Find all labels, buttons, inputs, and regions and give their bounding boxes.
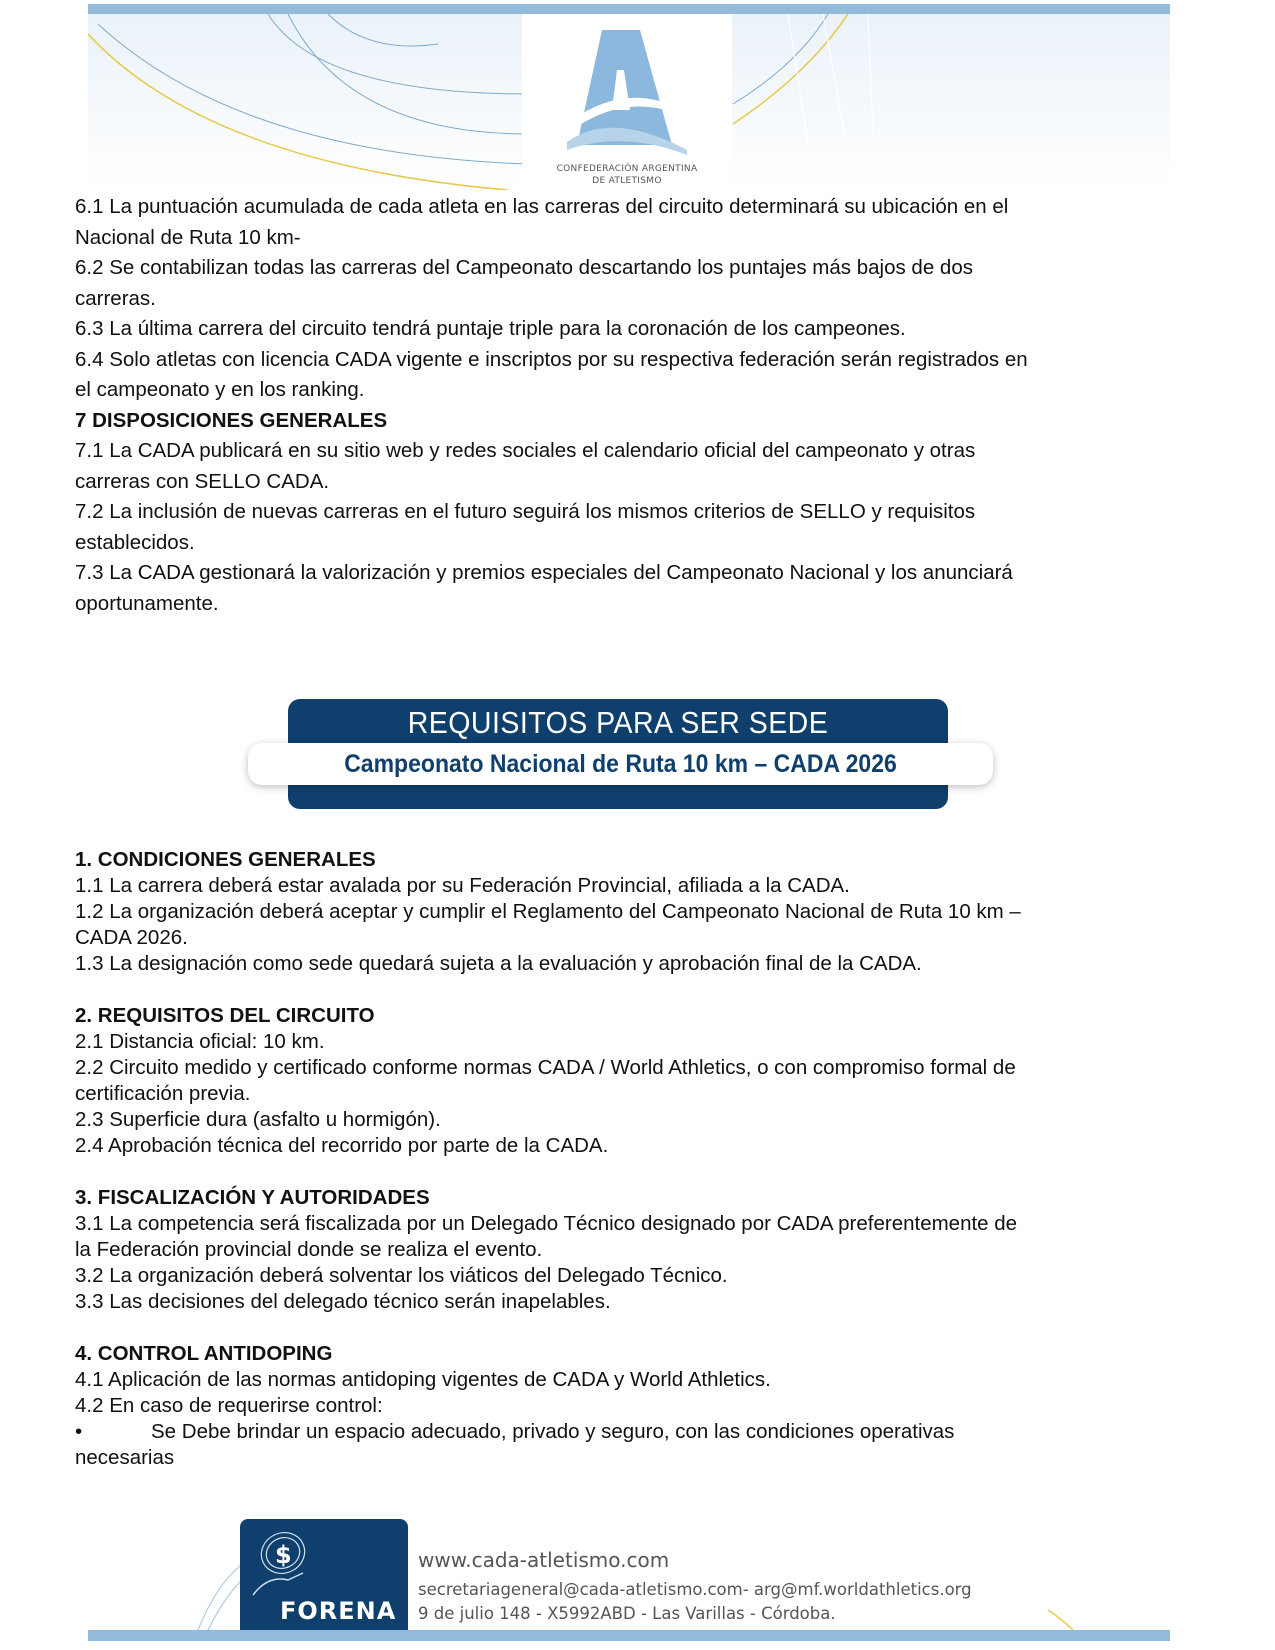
clause-6-1-line1: 6.1 La puntuación acumulada de cada atleta en las carreras del circuito determinará su ubicación en el (75, 195, 1009, 218)
section-3-heading: 3. FISCALIZACIÓN Y AUTORIDADES (75, 1186, 430, 1209)
req-1-3: 1.3 La designación como sede quedará sujeta a la evaluación y aprobación final de la CADA. (75, 952, 922, 975)
footer-bottom-bar (88, 1630, 1170, 1641)
clause-6-1-line2: Nacional de Ruta 10 km- (75, 225, 301, 249)
clause-7-2-line2: establecidos. (75, 530, 195, 554)
section-6-7 (75, 192, 1175, 619)
section-7-heading: 7 DISPOSICIONES GENERALES (75, 408, 388, 432)
section-4-heading: 4. CONTROL ANTIDOPING (75, 1342, 333, 1365)
req-2-2-line1: 2.2 Circuito medido y certificado conforme normas CADA / World Athletics, o con compromiso formal de (75, 1056, 1016, 1079)
req-4-2-bullet (75, 1419, 1175, 1445)
bullet-icon: • (75, 1420, 83, 1443)
section-1-heading: 1. CONDICIONES GENERALES (75, 848, 376, 871)
bullet-text-line1: Se Debe brindar un espacio adecuado, privado y seguro, con las condiciones operativas (151, 1420, 955, 1443)
clause-7-3-line2: oportunamente. (75, 591, 219, 615)
clause-6-3: 6.3 La última carrera del circuito tendrá puntaje triple para la coronación de los campeones. (75, 317, 906, 340)
bullet-text-line2: necesarias (75, 1446, 175, 1469)
req-3-2: 3.2 La organización deberá solventar los viáticos del Delegado Técnico. (75, 1264, 728, 1287)
forena-logo (240, 1519, 408, 1630)
req-4-1: 4.1 Aplicación de las normas antidoping vigentes de CADA y World Athletics. (75, 1368, 771, 1391)
req-1-2-line1: 1.2 La organización deberá aceptar y cumplir el Reglamento del Campeonato Nacional de Ruta 10 km – (75, 900, 1021, 923)
forena-brand: FORENA (280, 1597, 397, 1625)
req-3-1-line1: 3.1 La competencia será fiscalizada por un Delegado Técnico designado por CADA preferentemente de (75, 1212, 1018, 1235)
banner-subtitle: Campeonato Nacional de Ruta 10 km – CADA 2026 (344, 750, 897, 778)
cada-a-logo-icon (562, 30, 692, 160)
clause-6-4-line2: el campeonato y en los ranking. (75, 378, 365, 401)
requisitos-body (75, 847, 1175, 1471)
req-2-1: 2.1 Distancia oficial: 10 km. (75, 1030, 325, 1053)
requisitos-banner (240, 695, 1000, 815)
footer-contact (410, 1542, 1000, 1630)
logo-text-line2: DE ATLETISMO (592, 176, 662, 186)
footer-emails[interactable]: secretariageneral@cada-atletismo.com- arg@mf.worldathletics.org (418, 1580, 972, 1599)
clause-7-1-line1: 7.1 La CADA publicará en su sitio web y redes sociales el calendario oficial del campeonato y otras (75, 439, 976, 462)
footer-website[interactable]: www.cada-atletismo.com (418, 1548, 670, 1572)
req-4-2: 4.2 En caso de requerirse control: (75, 1394, 383, 1417)
banner-title: REQUISITOS PARA SER SEDE (407, 705, 829, 740)
footer-address: 9 de julio 148 - X5992ABD - Las Varillas - Córdoba. (418, 1604, 836, 1623)
req-1-2-line2: CADA 2026. (75, 926, 188, 949)
section-2-heading: 2. REQUISITOS DEL CIRCUITO (75, 1004, 375, 1027)
dollar-hand-icon (248, 1525, 328, 1605)
req-2-4: 2.4 Aprobación técnica del recorrido por parte de la CADA. (75, 1134, 609, 1157)
clause-7-1-line2: carreras con SELLO CADA. (75, 469, 330, 493)
req-2-2-line2: certificación previa. (75, 1082, 251, 1105)
clause-7-3-line1: 7.3 La CADA gestionará la valorización y premios especiales del Campeonato Nacional y los anunciará (75, 561, 1013, 584)
clause-6-4-line1: 6.4 Solo atletas con licencia CADA vigente e inscriptos por su respectiva federación serán registrados en (75, 347, 1028, 371)
cada-logo (522, 14, 732, 190)
svg-text:$: $ (275, 1541, 292, 1569)
req-1-1: 1.1 La carrera deberá estar avalada por su Federación Provincial, afiliada a la CADA. (75, 874, 850, 897)
req-2-3: 2.3 Superficie dura (asfalto u hormigón). (75, 1108, 441, 1131)
header-top-bar (88, 4, 1170, 14)
clause-6-2-line1: 6.2 Se contabilizan todas las carreras del Campeonato descartando los puntajes más bajos de dos (75, 256, 973, 279)
req-3-1-line2: la Federación provincial donde se realiza el evento. (75, 1238, 543, 1261)
clause-6-2-line2: carreras. (75, 286, 156, 310)
logo-text-line1: CONFEDERACIÓN ARGENTINA (556, 164, 698, 174)
clause-7-2-line1: 7.2 La inclusión de nuevas carreras en el futuro seguirá los mismos criterios de SELLO y requisitos (75, 500, 976, 523)
req-3-3: 3.3 Las decisiones del delegado técnico serán inapelables. (75, 1290, 611, 1313)
